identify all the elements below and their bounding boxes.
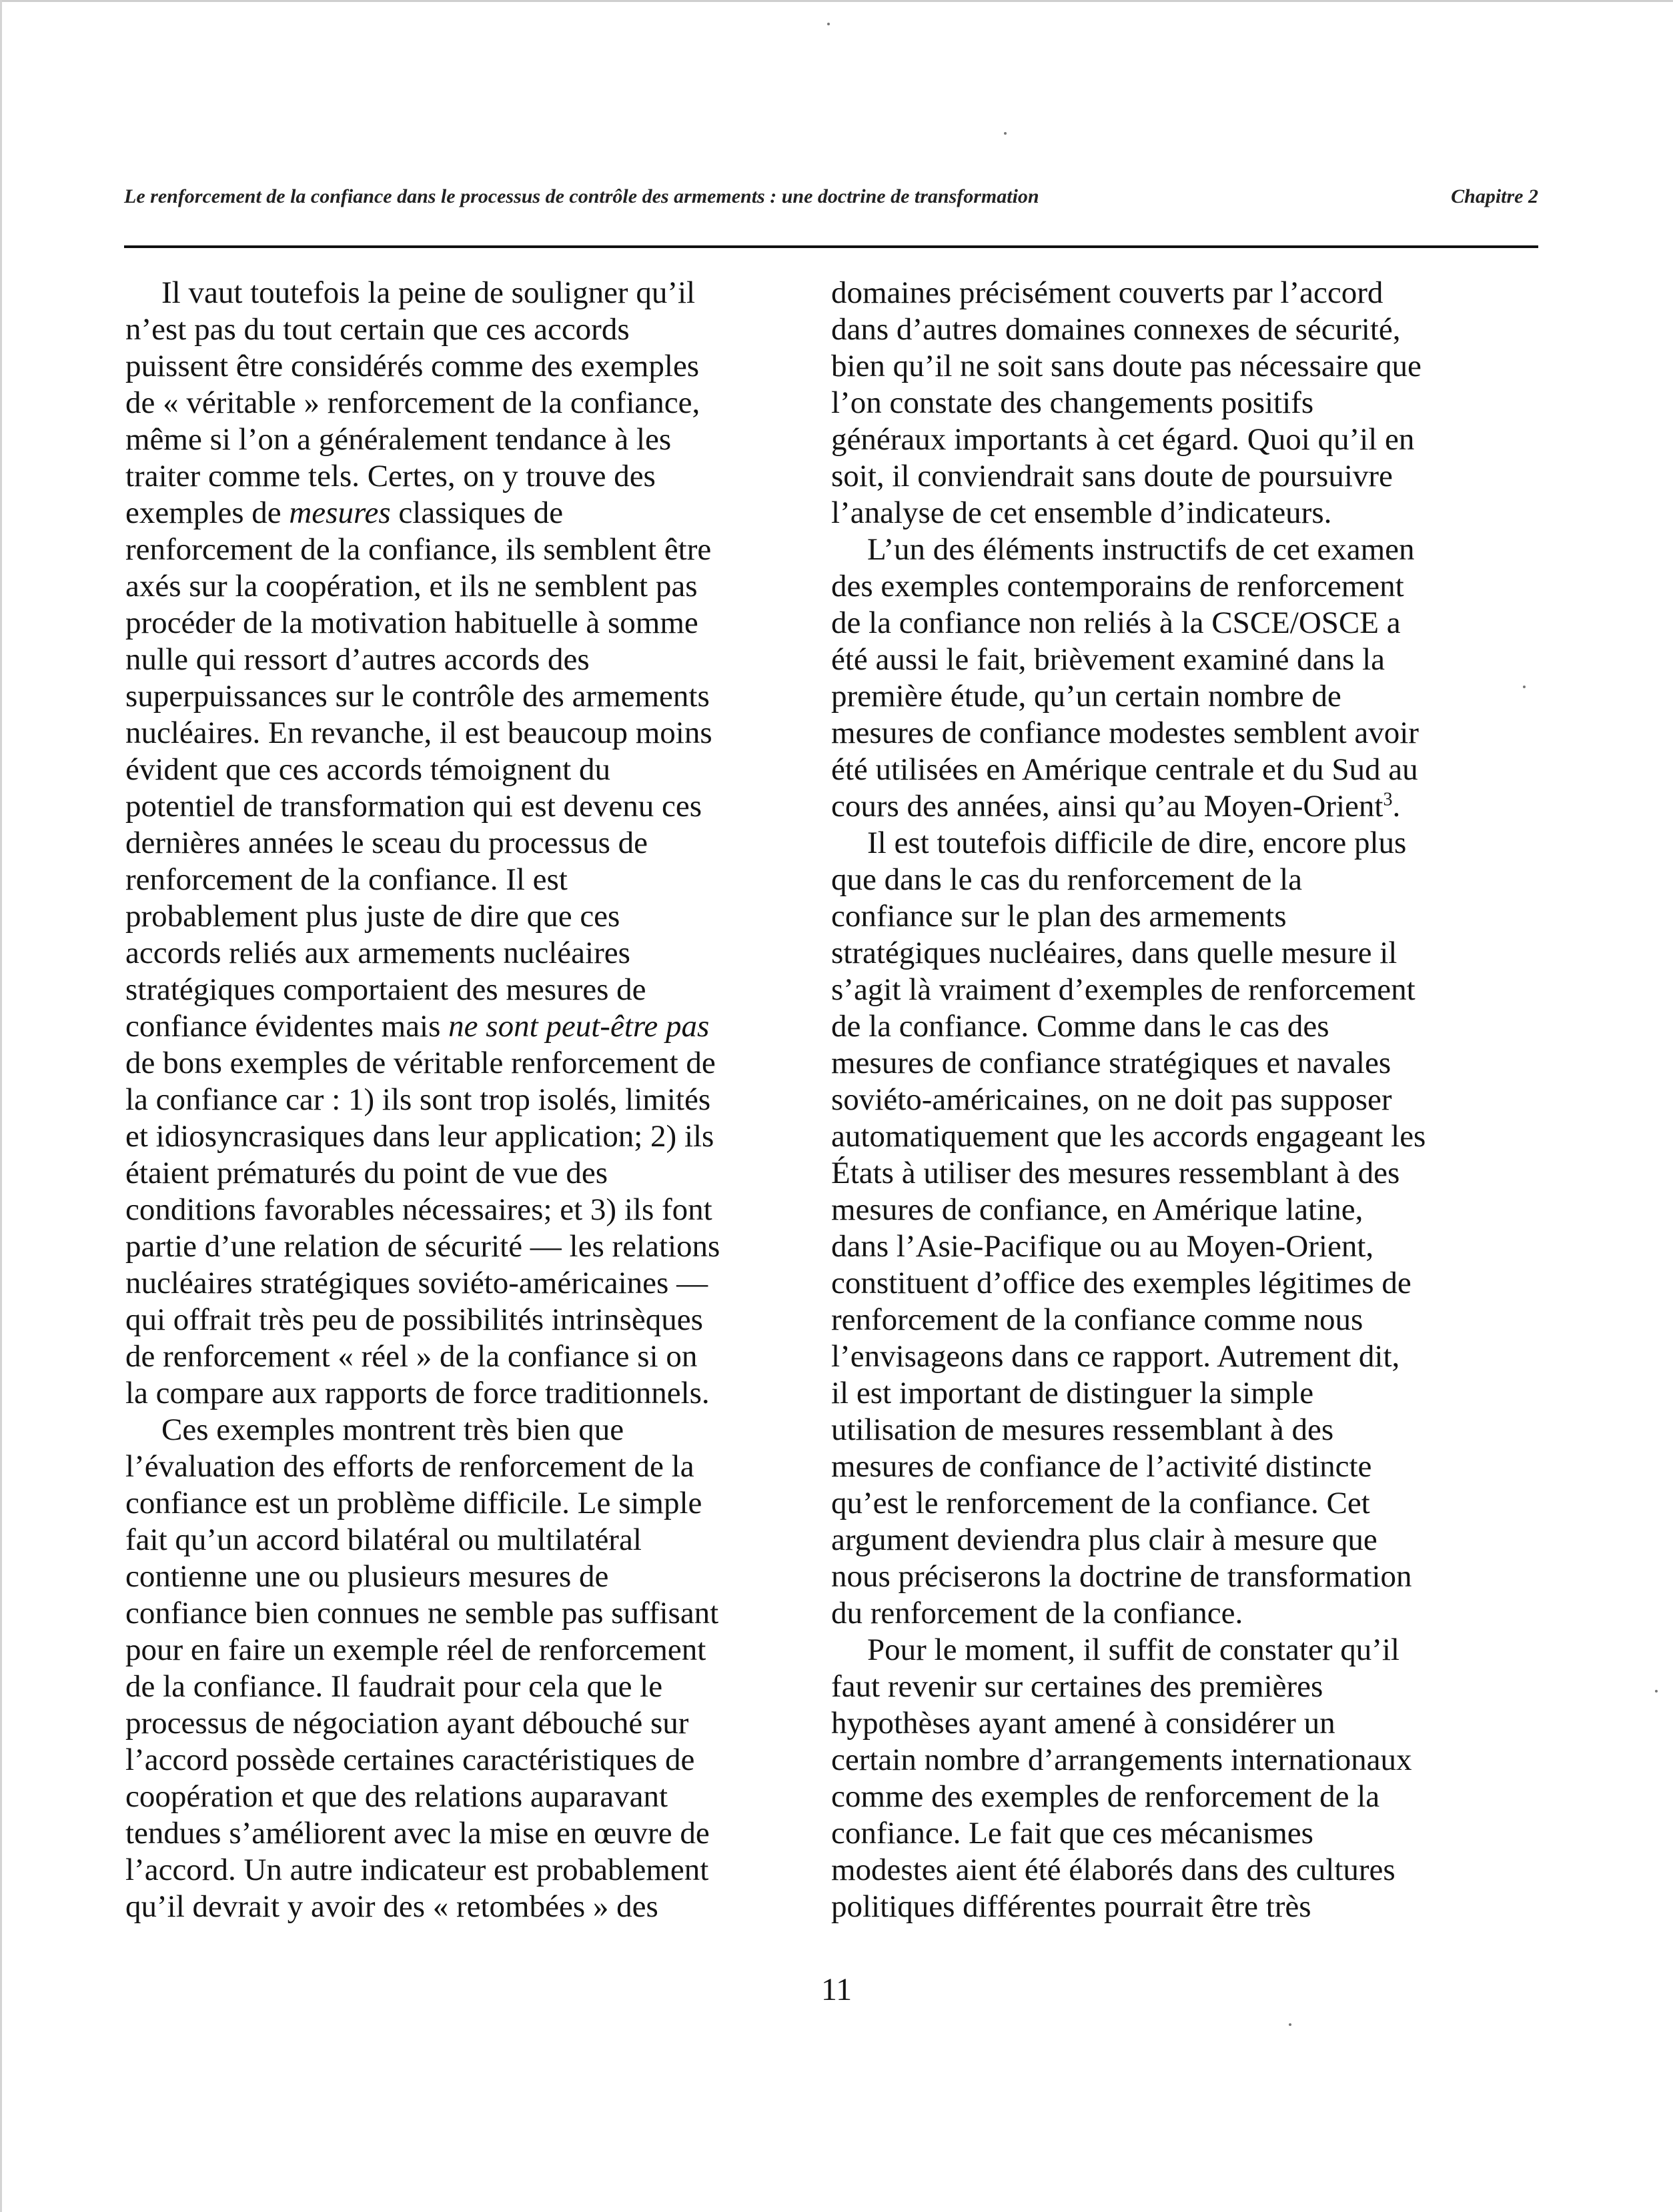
text-line (125, 1265, 746, 1302)
text-line-content: L’un des éléments instructifs de cet examen (867, 532, 1415, 567)
right-column (831, 275, 1452, 1925)
text-line (831, 1375, 1452, 1412)
text-line (831, 348, 1452, 385)
text-line (831, 898, 1452, 935)
text-line (831, 1192, 1452, 1228)
text-line-content: des exemples contemporains de renforcement (831, 569, 1404, 604)
text-line-content: stratégiques comportaient des mesures de (125, 972, 646, 1007)
text-line (831, 642, 1452, 678)
page-number: 11 (820, 1972, 853, 2007)
text-line-content: conditions favorables nécessaires; et 3) ils font (125, 1192, 712, 1227)
text-line-content: l’évaluation des efforts de renforcement de la (125, 1449, 694, 1484)
text-line-content: et idiosyncrasiques dans leur application; 2) ils (125, 1119, 714, 1154)
scan-speck (827, 23, 830, 25)
left-column (125, 275, 746, 1925)
text-line-content: coopération et que des relations auparavant (125, 1779, 668, 1814)
text-line (125, 275, 746, 311)
text-line (125, 715, 746, 752)
text-line (125, 1045, 746, 1082)
text-line-content: dernières années le sceau du processus de (125, 826, 648, 860)
text-line-content: de la confiance. Il faudrait pour cela que le (125, 1669, 663, 1704)
text-line (831, 605, 1452, 642)
text-line (831, 311, 1452, 348)
text-line-content: accords reliés aux armements nucléaires (125, 936, 630, 970)
text-line-tail: . (1392, 789, 1401, 824)
text-line (125, 752, 746, 788)
text-line-content: traiter comme tels. Certes, on y trouve des (125, 459, 656, 493)
text-line-content: que dans le cas du renforcement de la (831, 862, 1302, 897)
text-line (831, 1265, 1452, 1302)
text-line-content: de renforcement « réel » de la confiance si on (125, 1339, 698, 1374)
text-line (831, 1412, 1452, 1448)
text-line-content: la compare aux rapports de force traditionnels. (125, 1376, 710, 1410)
text-line-content: mesures de confiance de l’activité distincte (831, 1449, 1372, 1484)
running-header-title: Le renforcement de la confiance dans le processus de contrôle des armements : une doctrine de transformation (124, 185, 1039, 207)
text-line (125, 678, 746, 715)
text-line (125, 458, 746, 495)
text-line-content: confiance évidentes mais (125, 1009, 449, 1044)
text-line-content: dans d’autres domaines connexes de sécurité, (831, 312, 1401, 347)
text-line-content: évident que ces accords témoignent du (125, 752, 610, 787)
text-line (125, 1669, 746, 1705)
text-line-content: Il vaut toutefois la peine de souligner qu’il (161, 275, 696, 310)
text-line (831, 1082, 1452, 1118)
text-line-content: l’envisageons dans ce rapport. Autrement dit, (831, 1339, 1400, 1374)
footnote-marker: 3 (1383, 789, 1393, 810)
text-line-content: du renforcement de la confiance. (831, 1596, 1243, 1630)
text-line (125, 1412, 746, 1448)
text-line (125, 568, 746, 605)
text-line (125, 531, 746, 568)
text-line-content: la confiance car : 1) ils sont trop isolés, limités (125, 1082, 711, 1117)
text-line-content: l’on constate des changements positifs (831, 385, 1314, 420)
text-line-content: renforcement de la confiance comme nous (831, 1302, 1363, 1337)
text-line (125, 1485, 746, 1522)
text-line-content: qu’est le renforcement de la confiance. Cet (831, 1486, 1370, 1520)
text-line (831, 1155, 1452, 1192)
text-line (125, 1705, 746, 1742)
text-line-content: qui offrait très peu de possibilités intrinsèques (125, 1302, 703, 1337)
text-line (125, 1302, 746, 1338)
text-line (125, 825, 746, 862)
text-line (831, 825, 1452, 862)
text-line (125, 898, 746, 935)
text-line (831, 1852, 1452, 1889)
text-line-content: mesures de confiance stratégiques et navales (831, 1046, 1391, 1080)
text-line (831, 1779, 1452, 1815)
text-line (831, 1228, 1452, 1265)
text-line (831, 421, 1452, 458)
text-line (831, 1485, 1452, 1522)
emphasis-text: mesures (289, 495, 391, 530)
text-line-content: politiques différentes pourrait être très (831, 1889, 1311, 1924)
text-line (125, 1155, 746, 1192)
text-line-content: renforcement de la confiance. Il est (125, 862, 568, 897)
text-line (831, 1302, 1452, 1338)
text-line-content: de bons exemples de véritable renforcement de (125, 1046, 716, 1080)
text-line-content: été utilisées en Amérique centrale et du Sud au (831, 752, 1418, 787)
text-line (831, 1448, 1452, 1485)
text-line-content: domaines précisément couverts par l’accord (831, 275, 1383, 310)
text-line (125, 348, 746, 385)
text-line-content: l’analyse de cet ensemble d’indicateurs. (831, 495, 1332, 530)
running-header-chapter: Chapitre 2 (1451, 185, 1538, 207)
text-line-content: tendues s’améliorent avec la mise en œuvre de (125, 1816, 710, 1851)
text-line (125, 1632, 746, 1669)
text-line (125, 421, 746, 458)
text-line-content: confiance bien connues ne semble pas suffisant (125, 1596, 719, 1630)
text-line-content: processus de négociation ayant débouché sur (125, 1706, 689, 1741)
text-line-content: argument deviendra plus clair à mesure que (831, 1522, 1377, 1557)
text-line (125, 972, 746, 1008)
text-line (831, 385, 1452, 421)
text-line-content: Ces exemples montrent très bien que (161, 1412, 624, 1447)
text-line-content: s’agit là vraiment d’exemples de renforcement (831, 972, 1416, 1007)
text-line-content: il est important de distinguer la simple (831, 1376, 1314, 1410)
text-line (125, 1742, 746, 1779)
text-line (831, 531, 1452, 568)
text-line-content: de la confiance non reliés à la CSCE/OSCE a (831, 606, 1401, 640)
text-line-content: même si l’on a généralement tendance à les (125, 422, 672, 457)
text-line-content: nulle qui ressort d’autres accords des (125, 642, 590, 677)
text-line-content: probablement plus juste de dire que ces (125, 899, 620, 934)
text-line (125, 311, 746, 348)
text-line (125, 788, 746, 825)
text-line-content: première étude, qu’un certain nombre de (831, 679, 1341, 714)
text-line (831, 862, 1452, 898)
text-line-content: soviéto-américaines, on ne doit pas supposer (831, 1082, 1392, 1117)
text-line (831, 972, 1452, 1008)
text-line-content: bien qu’il ne soit sans doute pas nécessaire que (831, 349, 1422, 383)
text-line (125, 1779, 746, 1815)
text-line-content: puissent être considérés comme des exemples (125, 349, 700, 383)
text-line (125, 1815, 746, 1852)
text-line-content: utilisation de mesures ressemblant à des (831, 1412, 1334, 1447)
text-line-content: certain nombre d’arrangements internationaux (831, 1743, 1412, 1777)
text-line (831, 1742, 1452, 1779)
header-rule (124, 245, 1538, 248)
text-line-content: modestes aient été élaborés dans des cultures (831, 1853, 1396, 1887)
text-line-content: mesures de confiance, en Amérique latine, (831, 1192, 1363, 1227)
text-line-content: constituent d’office des exemples légitimes de (831, 1266, 1412, 1300)
text-line-content: confiance. Le fait que ces mécanismes (831, 1816, 1313, 1851)
text-line-content: pour en faire un exemple réel de renforcement (125, 1632, 706, 1667)
text-line-content: été aussi le fait, brièvement examiné dans la (831, 642, 1385, 677)
text-line-content: renforcement de la confiance, ils semblent être (125, 532, 712, 567)
text-line (831, 568, 1452, 605)
text-line-content: l’accord. Un autre indicateur est probablement (125, 1853, 709, 1887)
scan-speck (1004, 132, 1007, 135)
text-line (831, 1522, 1452, 1558)
text-line-content: n’est pas du tout certain que ces accords (125, 312, 630, 347)
scan-speck (1289, 2023, 1291, 2026)
text-line (831, 1669, 1452, 1705)
text-line (831, 1705, 1452, 1742)
text-line (831, 678, 1452, 715)
text-line (831, 1118, 1452, 1155)
text-line (125, 1852, 746, 1889)
text-line (831, 935, 1452, 972)
text-line (125, 605, 746, 642)
text-line-content: stratégiques nucléaires, dans quelle mesure il (831, 936, 1398, 970)
text-line (125, 1448, 746, 1485)
text-line (125, 1595, 746, 1632)
text-line-content: l’accord possède certaines caractéristiques de (125, 1743, 695, 1777)
text-line (125, 495, 746, 531)
text-line-content: confiance est un problème difficile. Le simple (125, 1486, 702, 1520)
emphasis-text: ne sont peut-être pas (448, 1009, 710, 1044)
text-line (125, 1338, 746, 1375)
text-line (831, 458, 1452, 495)
text-line (831, 715, 1452, 752)
text-line-content: superpuissances sur le contrôle des armements (125, 679, 710, 714)
text-line (831, 1338, 1452, 1375)
text-line (125, 935, 746, 972)
text-line (125, 1008, 746, 1045)
text-line-content: exemples de (125, 495, 290, 530)
text-line (831, 1008, 1452, 1045)
scan-edge-top (0, 0, 1673, 2)
text-line-content: nous préciserons la doctrine de transformation (831, 1559, 1412, 1594)
text-line (831, 495, 1452, 531)
text-line (125, 385, 746, 421)
text-line (831, 788, 1452, 825)
text-line-content: nucléaires. En revanche, il est beaucoup moins (125, 716, 712, 750)
scan-speck (1655, 1690, 1658, 1693)
text-line (831, 752, 1452, 788)
text-line (125, 1228, 746, 1265)
text-line-content: de la confiance. Comme dans le cas des (831, 1009, 1329, 1044)
text-line-content: contienne une ou plusieurs mesures de (125, 1559, 609, 1594)
text-line-content: Pour le moment, il suffit de constater qu’il (867, 1632, 1400, 1667)
text-line (831, 1045, 1452, 1082)
text-line-content: comme des exemples de renforcement de la (831, 1779, 1380, 1814)
text-line (831, 1632, 1452, 1669)
text-line-tail: classiques de (390, 495, 564, 530)
text-line (125, 1082, 746, 1118)
scan-edge-left (0, 0, 2, 2212)
text-line-content: États à utiliser des mesures ressemblant à des (831, 1156, 1400, 1190)
text-line-content: hypothèses ayant amené à considérer un (831, 1706, 1335, 1741)
text-line-content: nucléaires stratégiques soviéto-américaines — (125, 1266, 708, 1300)
text-line-content: mesures de confiance modestes semblent avoir (831, 716, 1419, 750)
text-line (125, 1522, 746, 1558)
text-line (831, 1595, 1452, 1632)
scan-speck (1523, 686, 1526, 688)
text-line-content: soit, il conviendrait sans doute de poursuivre (831, 459, 1393, 493)
text-line (831, 1889, 1452, 1925)
text-line-content: confiance sur le plan des armements (831, 899, 1287, 934)
text-line (125, 642, 746, 678)
text-line-content: axés sur la coopération, et ils ne semblent pas (125, 569, 698, 604)
text-line (125, 1375, 746, 1412)
text-line (125, 1558, 746, 1595)
text-line (831, 275, 1452, 311)
text-line-content: faut revenir sur certaines des premières (831, 1669, 1323, 1704)
text-line-content: automatiquement que les accords engageant les (831, 1119, 1426, 1154)
text-line-content: Il est toutefois difficile de dire, encore plus (867, 826, 1407, 860)
text-line (125, 1889, 746, 1925)
text-line (125, 1118, 746, 1155)
text-line (125, 862, 746, 898)
text-line (831, 1558, 1452, 1595)
text-line-content: qu’il devrait y avoir des « retombées » des (125, 1889, 658, 1924)
text-line-content: potentiel de transformation qui est devenu ces (125, 789, 702, 824)
text-line-content: dans l’Asie-Pacifique ou au Moyen-Orient, (831, 1229, 1374, 1264)
text-line (125, 1192, 746, 1228)
text-line-content: étaient prématurés du point de vue des (125, 1156, 608, 1190)
text-line (831, 1815, 1452, 1852)
text-line-content: partie d’une relation de sécurité — les relations (125, 1229, 720, 1264)
text-line-content: de « véritable » renforcement de la confiance, (125, 385, 700, 420)
text-line-content: généraux importants à cet égard. Quoi qu’il en (831, 422, 1415, 457)
text-line-content: fait qu’un accord bilatéral ou multilatéral (125, 1522, 642, 1557)
text-line-content: cours des années, ainsi qu’au Moyen-Orient (831, 789, 1383, 824)
text-line-content: procéder de la motivation habituelle à somme (125, 606, 698, 640)
